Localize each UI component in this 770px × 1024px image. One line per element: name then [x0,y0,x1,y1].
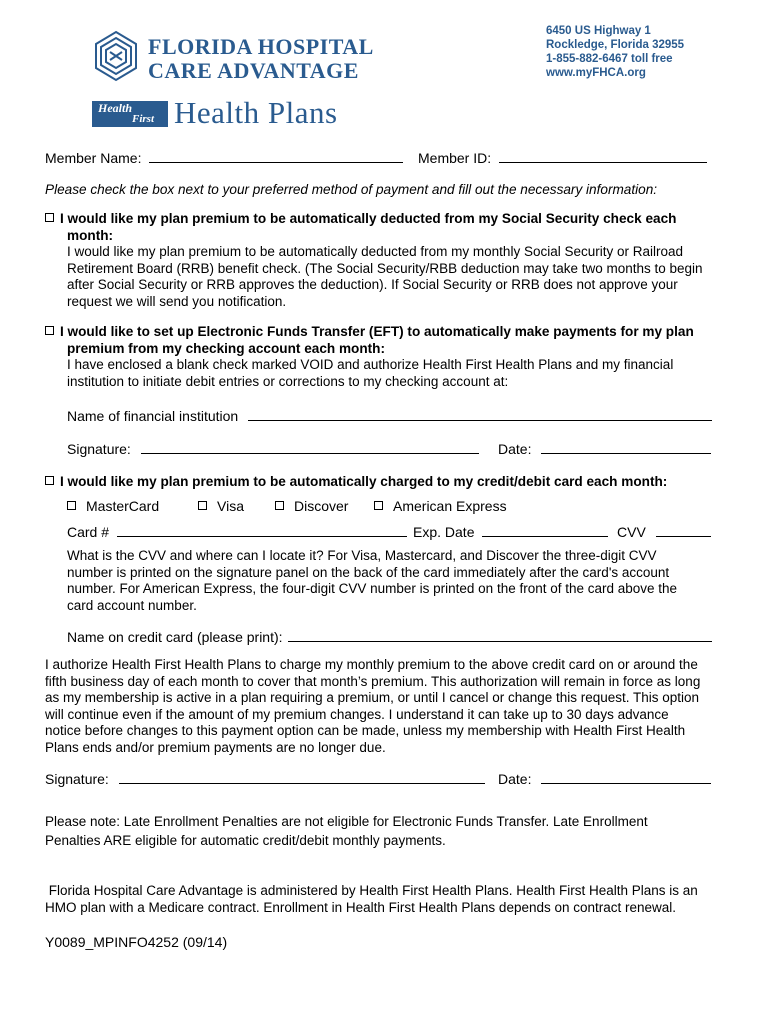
final-signature-row [45,771,485,787]
note-line: Penalties ARE eligible for automatic credit/debit monthly payments. [45,832,446,848]
authorization-line: Plans ends and/or premium payments are no longer due. [45,739,386,755]
final-date-label: Date: [498,771,532,787]
discover-label: Discover [294,498,349,514]
card-type-discover[interactable] [275,498,348,514]
ss-heading-line-2: month: [67,227,114,243]
amex-label: American Express [393,498,507,514]
eft-signature-row [67,441,479,457]
card-number-label: Card # [67,524,110,540]
card-checkbox[interactable] [45,476,54,485]
disclaimer-line: HMO plan with a Medicare contract. Enrollment in Health First Health Plans depends on contract renewal. [45,899,677,915]
eft-signature-label: Signature: [67,441,131,457]
health-first-badge [92,101,168,127]
cvv-row [617,524,711,540]
address-line: Rockledge, Florida 32955 [546,39,685,51]
name-on-card-row [67,629,712,645]
member-name-field[interactable] [149,150,403,163]
mastercard-checkbox[interactable] [67,501,76,510]
final-date-row [498,771,711,787]
cvv-help-line: number. For American Express, the four-digit CVV number is printed on the front of the card above the [67,581,678,596]
badge-bottom-text: First [132,113,155,125]
authorization-text [45,657,700,756]
disclaimer [45,883,698,916]
card-heading: I would like my plan premium to be automatically charged to my credit/debit card each month: [60,474,668,489]
institution-label: Name of financial institution [67,408,239,424]
address-line: 1-855-882-6467 toll free [546,53,673,65]
ss-body-line: I would like my plan premium to be automatically deducted from my monthly Social Security or Railroad [67,244,684,259]
member-id-row [418,150,707,166]
exp-date-field[interactable] [482,524,608,537]
option-eft [45,324,735,390]
eft-date-field[interactable] [541,441,711,454]
final-signature-label: Signature: [45,771,109,787]
name-on-card-label: Name on credit card (please print): [67,629,283,645]
visa-checkbox[interactable] [198,501,207,510]
card-type-amex[interactable] [374,498,507,514]
fhca-logo-mark-icon [92,30,140,82]
institution-row [67,408,712,424]
discover-checkbox[interactable] [275,501,284,510]
member-name-row [45,150,403,166]
authorization-line: I authorize Health First Health Plans to charge my monthly premium to the above credit card on or around the [45,657,698,672]
option-social-security [45,211,735,310]
cvv-help-line: What is the CVV and where can I locate it? For Visa, Mastercard, and Discover the three-digit CVV [67,548,657,563]
eft-heading-line-1: I would like to set up Electronic Funds Transfer (EFT) to automatically make payments for my plan [60,324,694,339]
card-number-row [67,524,407,540]
address-block [546,24,684,80]
eft-date-row [498,441,711,457]
visa-label: Visa [217,498,244,514]
health-plans-title: Health Plans [174,95,338,130]
member-name-label: Member Name: [45,150,142,166]
penalty-note [45,814,648,849]
address-line: 6450 US Highway 1 [546,25,651,37]
eft-body-line: I have enclosed a blank check marked VOID and authorize Health First Health Plans and my financial [67,357,674,372]
cvv-help-line: number is printed on the signature panel on the back of the card immediately after the card's account [67,564,670,580]
authorization-line: will continue even if the amount of my premium changes. I understand it can take up to 30 days advance [45,706,669,722]
option-card [45,474,667,491]
logo-line-1: FLORIDA HOSPITAL [148,34,374,59]
final-signature-field[interactable] [119,771,485,784]
exp-date-row [413,524,608,540]
cvv-help-line: card account number. [67,597,197,613]
note-line: Please note: Late Enrollment Penalties are not eligible for Electronic Funds Transfer. Late Enrollment [45,814,648,829]
cvv-label: CVV [617,524,646,540]
authorization-line: notice before changes to this payment option can be made, unless my membership with Health First Health [45,723,686,738]
eft-body-line: institution to initiate debit entries or corrections to my checking account at: [67,373,509,389]
eft-heading-line-2: premium from my checking account each month: [67,340,386,356]
card-number-field[interactable] [117,524,407,537]
ss-heading-line-1: I would like my plan premium to be automatically deducted from my Social Security check each [60,211,677,226]
ss-body-line: request we will send you notification. [67,293,287,309]
eft-signature-field[interactable] [141,441,479,454]
badge-top-text: Health [98,101,133,115]
logo-line-2: CARE ADVANTAGE [148,58,359,83]
fhca-logo [92,30,374,86]
ss-body-line: after Social Security or RRB approves the deduction). If Social Security or RRB does not approve your [67,277,678,292]
cvv-help [67,548,677,614]
address-line: www.myFHCA.org [546,67,646,79]
institution-field[interactable] [248,408,712,421]
eft-checkbox[interactable] [45,326,54,335]
member-id-field[interactable] [499,150,707,163]
mastercard-label: MasterCard [86,498,160,514]
card-type-mastercard[interactable] [67,498,159,514]
instructions: Please check the box next to your preferred method of payment and fill out the necessary information: [45,182,658,197]
final-date-field[interactable] [541,771,711,784]
ss-body-line: Retirement Board (RRB) benefit check. (The Social Security/RBB deduction may take two months to begin [67,260,703,276]
disclaimer-line: Florida Hospital Care Advantage is administered by Health First Health Plans. Health First Health Plans is an [45,883,698,898]
authorization-line: as my membership is active in a plan requiring a premium, or until I cancel or change this request. This option [45,690,700,705]
form-code: Y0089_MPINFO4252 (09/14) [45,934,228,950]
ss-checkbox[interactable] [45,213,54,222]
member-id-label: Member ID: [418,150,492,166]
card-type-visa[interactable] [198,498,244,514]
cvv-field[interactable] [656,524,711,537]
amex-checkbox[interactable] [374,501,383,510]
eft-date-label: Date: [498,441,532,457]
exp-date-label: Exp. Date [413,524,475,540]
name-on-card-field[interactable] [288,629,712,642]
authorization-line: fifth business day of each month to cover that month’s premium. This authorization will remain in force as long [45,673,701,689]
